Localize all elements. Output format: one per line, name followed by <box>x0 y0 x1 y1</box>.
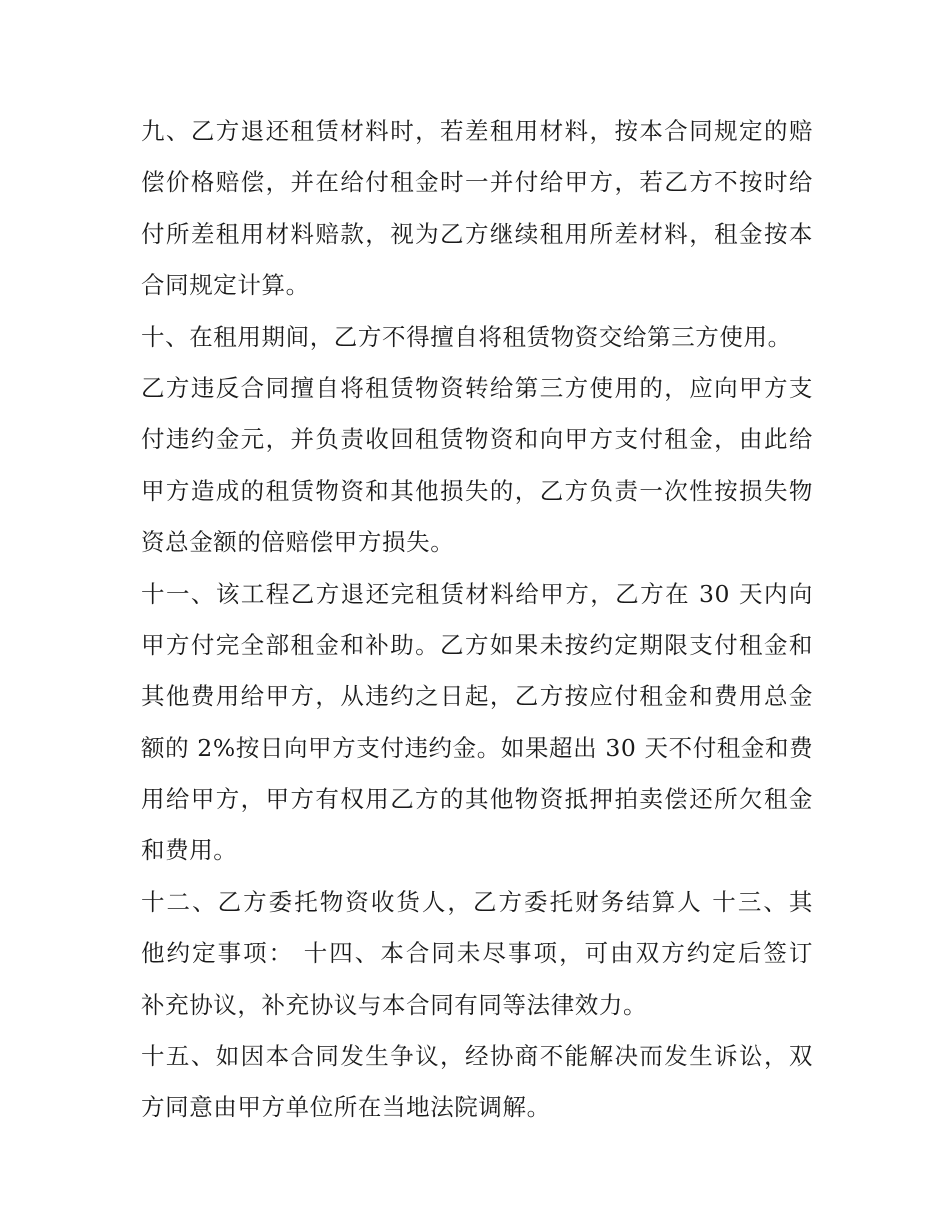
text-line: 付违约金元，并负责收回租赁物资和向甲方支付租金，由此给 <box>141 425 813 454</box>
text-line: 补充协议，补充协议与本合同有同等法律效力。 <box>141 990 648 1019</box>
text-line: 甲方造成的租赁物资和其他损失的，乙方负责一次性按损失物 <box>141 476 813 505</box>
text-line: 其他费用给甲方，从违约之日起，乙方按应付租金和费用总金 <box>141 682 813 711</box>
text-line: 偿价格赔偿，并在给付租金时一并付给甲方，若乙方不按时给 <box>141 168 813 197</box>
text-line: 十一、该工程乙方退还完租赁材料给甲方，乙方在 30 天内向 <box>141 579 813 608</box>
contract-body <box>141 106 813 1134</box>
text-line: 乙方违反合同擅自将租赁物资转给第三方使用的，应向甲方支 <box>141 373 813 402</box>
text-line: 十、在租用期间，乙方不得擅自将租赁物资交给第三方使用。 <box>141 322 792 351</box>
text-line: 十五、如因本合同发生争议，经协商不能解决而发生诉讼，双 <box>141 1042 813 1071</box>
clause-11 <box>141 569 813 877</box>
text-line: 十二、乙方委托物资收货人，乙方委托财务结算人 十三、其 <box>141 887 813 916</box>
text-line: 甲方付完全部租金和补助。乙方如果未按约定期限支付租金和 <box>141 630 813 659</box>
text-line: 九、乙方退还租赁材料时，若差租用材料，按本合同规定的赔 <box>141 117 813 145</box>
text-line: 他约定事项： 十四、本合同未尽事项，可由双方约定后签订 <box>141 939 813 968</box>
text-line: 用给甲方，甲方有权用乙方的其他物资抵押拍卖偿还所欠租金 <box>141 785 813 814</box>
text-line: 方同意由甲方单位所在当地法院调解。 <box>141 1093 551 1122</box>
text-line: 付所差租用材料赔款，视为乙方继续租用所差材料，租金按本 <box>141 219 813 248</box>
text-line: 资总金额的倍赔偿甲方损失。 <box>141 528 455 557</box>
text-line: 合同规定计算。 <box>141 271 310 300</box>
clause-10 <box>141 312 813 569</box>
clause-9 <box>141 106 813 312</box>
text-line: 和费用。 <box>141 836 238 865</box>
text-line: 额的 2%按日向甲方支付违约金。如果超出 30 天不付租金和费 <box>141 733 814 762</box>
clause-12-14 <box>141 877 813 1031</box>
clause-15 <box>141 1031 813 1134</box>
